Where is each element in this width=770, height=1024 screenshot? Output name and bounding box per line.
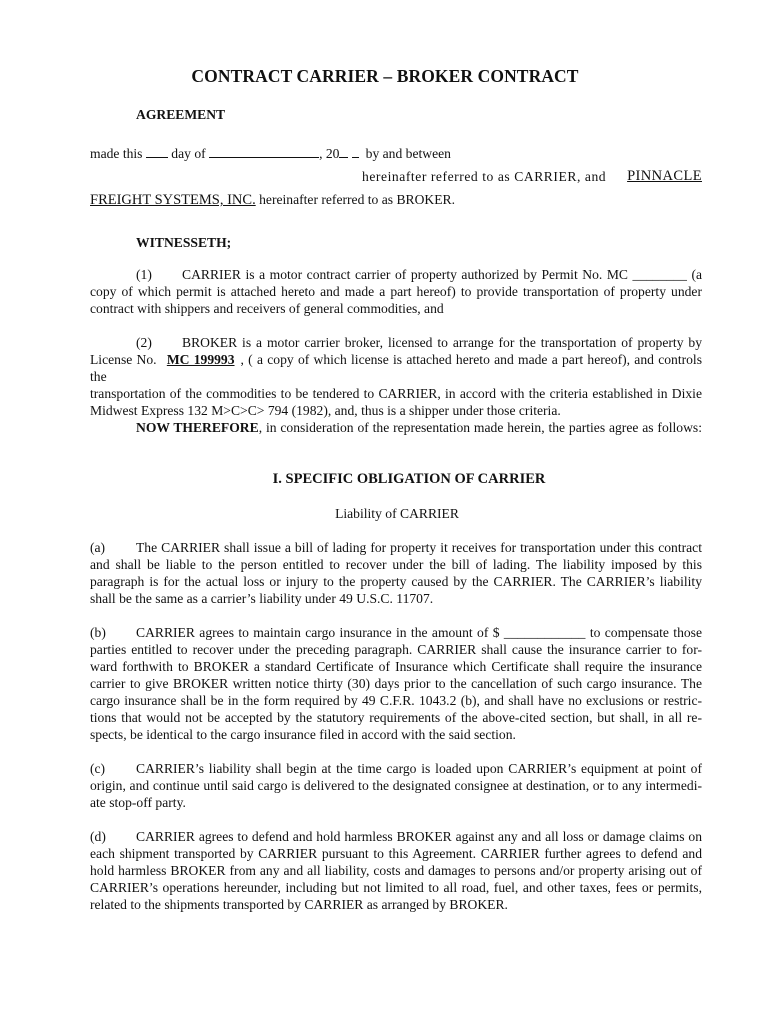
para-b-label: (b) <box>90 625 106 640</box>
para-b-line-2: parties entitled to recover under the preceding paragraph. CARRIER shall cause the insurance carrier to for- <box>90 642 702 657</box>
paragraph-b <box>90 624 702 743</box>
para-c-line-3: ate stop-off party. <box>90 795 186 810</box>
license-label: License No. <box>90 352 157 367</box>
para-b-line-1: CARRIER agrees to maintain cargo insurance in the amount of $ ____________ to compensate those <box>136 625 702 640</box>
para-a-line-1: The CARRIER shall issue a bill of lading for property it receives for transportation under this contract <box>136 540 702 555</box>
para-a-line-2: and shall be liable to the person entitled to recover under the bill of lading. The liability imposed by this <box>90 557 702 572</box>
day-blank[interactable] <box>146 145 168 158</box>
clause-2-line-1: BROKER is a motor carrier broker, licensed to arrange for the transportation of property by <box>182 335 702 350</box>
now-therefore-text: , in consideration of the representation made herein, the parties agree as follows: <box>258 420 702 435</box>
made-this-line <box>90 145 451 162</box>
year-prefix: , 20 <box>319 146 340 161</box>
para-b-line-7: spects, be identical to the cargo insurance filed in accord with the said section. <box>90 727 516 742</box>
para-d-line-3: hold harmless BROKER from any and all liability, costs and damages to persons and/or property arising out of <box>90 863 702 878</box>
license-number: MC 199993 <box>166 352 235 367</box>
broker-reference: hereinafter referred to as BROKER. <box>259 192 456 207</box>
carrier-reference: hereinafter referred to as CARRIER, and <box>362 169 607 184</box>
para-d-line-5: related to the shipments transported by CARRIER as arranged by BROKER. <box>90 897 508 912</box>
month-blank[interactable] <box>209 145 319 158</box>
para-a-line-4: shall be the same as a carrier’s liability under 49 U.S.C. 11707. <box>90 591 434 606</box>
para-b-line-5: cargo insurance shall be in the form required by 49 C.F.R. 1043.2 (b), and shall have no exclusions or restric- <box>90 693 702 708</box>
para-d-label: (d) <box>90 829 106 844</box>
clause-2-line-3: transportation of the commodities to be tendered to CARRIER, in accord with the criteria established in Dixie <box>90 386 702 401</box>
now-therefore-bold: NOW THEREFORE <box>136 420 259 435</box>
para-d-line-1: CARRIER agrees to defend and hold harmless BROKER against any and all loss or damage claims on <box>136 829 702 844</box>
para-d-line-2: each shipment transported by CARRIER pursuant to this Agreement. CARRIER further agrees to defend and <box>90 846 702 861</box>
now-therefore-paragraph <box>90 419 702 436</box>
paragraph-a <box>90 539 702 607</box>
broker-name-part2: FREIGHT SYSTEMS, INC. <box>90 192 256 208</box>
clause-2-number: (2) <box>136 335 152 350</box>
witnesseth-heading: WITNESSETH; <box>136 235 232 250</box>
para-b-line-3: ward forthwith to BROKER a standard Certificate of Insurance which Certificate shall require the insurance <box>90 659 702 674</box>
clause-2-line-4: Midwest Express 132 M>C>C> 794 (1982), and, thus is a shipper under those criteria. <box>90 403 561 418</box>
para-c-line-1: CARRIER’s liability shall begin at the time cargo is loaded upon CARRIER’s equipment at point of <box>136 761 702 776</box>
day-of-label: day of <box>171 146 206 161</box>
para-c-line-2: origin, and continue until said cargo is delivered to the designated consignee at destination, or to any intermedi- <box>90 778 702 793</box>
agreement-heading: AGREEMENT <box>136 107 226 122</box>
clause-1-line-3: contract with shippers and receivers of general commodities, and <box>90 301 444 316</box>
para-b-line-6: tions that would not be accepted by the statutory requirements of the above-cited section, but shall, in all re- <box>90 710 702 725</box>
clause-1-number: (1) <box>136 267 152 282</box>
para-a-label: (a) <box>90 540 106 555</box>
year-blank-2[interactable] <box>352 145 359 158</box>
section-1-heading: I. SPECIFIC OBLIGATION OF CARRIER <box>272 471 546 487</box>
clause-1-line-1: CARRIER is a motor contract carrier of property authorized by Permit No. MC ________ (a <box>182 267 702 282</box>
paragraph-c <box>90 760 702 811</box>
parties-line-2 <box>90 191 455 209</box>
made-this-label: made this <box>90 146 143 161</box>
para-c-label: (c) <box>90 761 106 776</box>
broker-name-part1: PINNACLE <box>627 168 702 184</box>
witness-clause-2 <box>90 334 702 419</box>
para-b-line-4: carrier to give BROKER written notice thirty (30) days prior to the cancellation of such cargo insurance. The <box>90 676 702 691</box>
year-blank-1[interactable] <box>339 145 348 158</box>
paragraph-d <box>90 828 702 913</box>
clause-2-line-2: , ( a copy of which license is attached hereto and made a part hereof), and controls the <box>90 352 702 384</box>
para-d-line-4: CARRIER’s operations hereunder, including but not limited to all road, fuel, and other taxes, fees or permits, <box>90 880 702 895</box>
parties-line-1 <box>362 168 702 185</box>
document-title: CONTRACT CARRIER – BROKER CONTRACT <box>191 66 579 86</box>
by-and-between-label: by and between <box>365 146 451 161</box>
clause-1-line-2: copy of which permit is attached hereto and made a part hereof) to provide transportation of property under <box>90 284 702 299</box>
para-a-line-3: paragraph is for the actual loss or injury to the property caused by the CARRIER. The CARRIER’s liability <box>90 574 702 589</box>
section-1-subheading: Liability of CARRIER <box>335 506 459 521</box>
witness-clause-1 <box>90 266 702 317</box>
